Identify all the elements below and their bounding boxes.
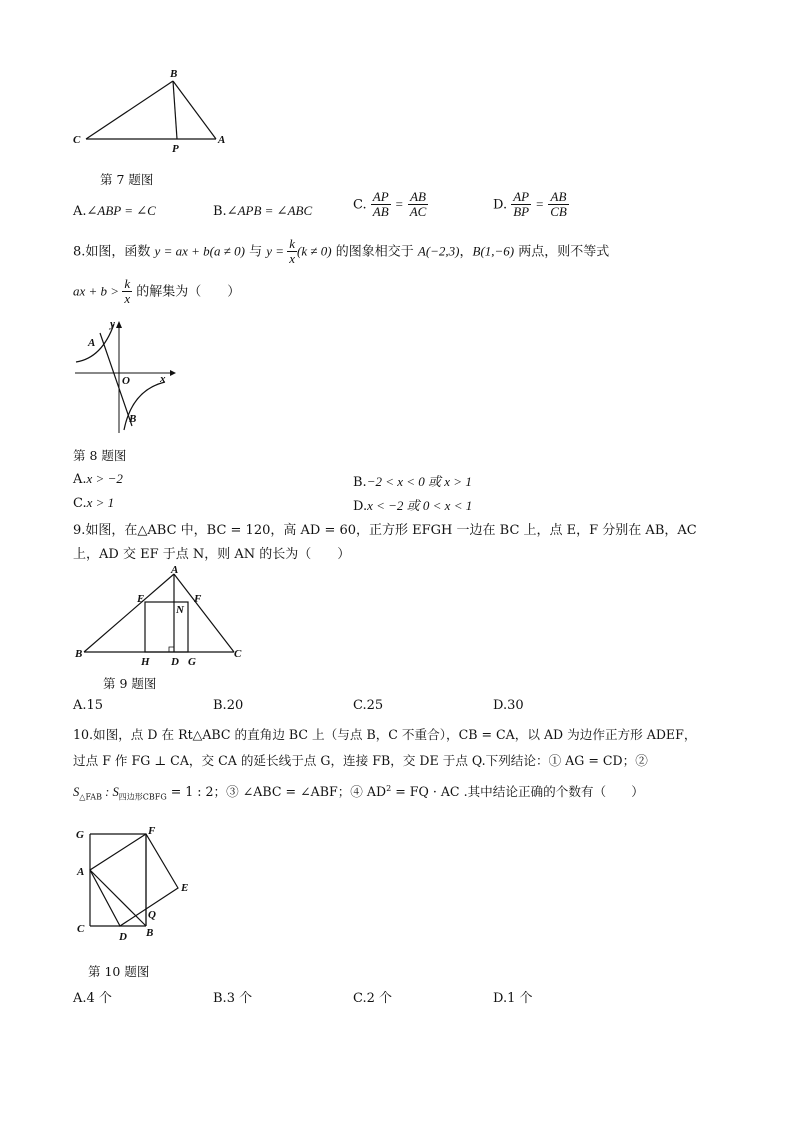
q7-figure bbox=[66, 66, 236, 160]
q9-label-d: D bbox=[171, 656, 179, 668]
q8-option-d: D.x < −2 或 0 < x < 1 bbox=[353, 498, 473, 514]
q8-option-b: B.−2 < x < 0 或 x > 1 bbox=[353, 474, 472, 490]
q10-label-a: A bbox=[77, 866, 85, 878]
q9-label-c: C bbox=[234, 648, 242, 660]
q7-label-a: A bbox=[218, 134, 226, 146]
q9-caption: 第 9 题图 bbox=[103, 676, 157, 691]
q8-frac-k-x-2: $\frac{k}{x}$ bbox=[124, 276, 131, 307]
q8-label-a: A bbox=[88, 337, 96, 349]
q10-label-e: E bbox=[181, 882, 189, 894]
q10-figure bbox=[70, 818, 200, 952]
q9-label-g: G bbox=[188, 656, 196, 668]
q9-option-a: A.15 bbox=[73, 698, 104, 713]
q7-d-frac2: $\frac{AB}{CB}$ bbox=[550, 189, 567, 220]
q10-label-g: G bbox=[76, 829, 84, 841]
q9-label-n: N bbox=[176, 604, 184, 616]
q8-stem-line2: ax + b > $\frac{k}{x}$ 的解集为（ ） bbox=[73, 276, 241, 307]
q7-c-frac2: $\frac{AB}{AC}$ bbox=[409, 189, 427, 220]
q10-label-f: F bbox=[148, 825, 156, 837]
q9-label-h: H bbox=[141, 656, 150, 668]
q7-label-c: C bbox=[73, 134, 81, 146]
q8-option-c: C.x > 1 bbox=[73, 495, 115, 511]
q10-option-b: B.3 个 bbox=[213, 991, 253, 1006]
q7-caption: 第 7 题图 bbox=[100, 172, 154, 187]
q7-c-frac1: $\frac{AP}{AB}$ bbox=[372, 189, 389, 220]
q8-stem-line1: 8.如图，函数 y = ax + b(a ≠ 0) 与 y = $\frac{k}{x}$ (k ≠ 0) 的图象相交于 A(−2,3)，B(1,−6) 两点，则不等式 bbox=[73, 236, 610, 267]
q8-label-y: y bbox=[110, 318, 115, 330]
q9-label-f: F bbox=[194, 593, 202, 605]
q10-option-d: D.1 个 bbox=[493, 991, 533, 1006]
q8-caption: 第 8 题图 bbox=[73, 448, 127, 463]
q10-label-d: D bbox=[119, 931, 127, 943]
q10-label-c: C bbox=[77, 923, 85, 935]
q8-frac-k-x-1: $\frac{k}{x}$ bbox=[289, 236, 296, 267]
q9-option-c: C.25 bbox=[353, 698, 384, 713]
q10-label-b: B bbox=[146, 927, 154, 939]
q8-label-b: B bbox=[129, 413, 137, 425]
q7-d-frac1: $\frac{AP}{BP}$ bbox=[513, 189, 530, 220]
q10-option-a: A.4 个 bbox=[73, 991, 112, 1006]
q8-label-o: O bbox=[122, 375, 130, 387]
q9-stem-line2: 上，AD 交 EF 于点 N，则 AN 的长为（ ） bbox=[73, 547, 351, 562]
q10-caption: 第 10 题图 bbox=[88, 964, 150, 979]
q7-option-c: C. $\frac{AP}{AB}$ = $\frac{AB}{AC}$ bbox=[353, 189, 427, 220]
q8-label-x: x bbox=[160, 373, 166, 385]
q10-stem-line1: 10.如图，点 D 在 Rt△ABC 的直角边 BC 上（与点 B，C 不重合），CB = CA，以 AD 为边作正方形 ADEF， bbox=[73, 727, 697, 742]
q9-label-e: E bbox=[137, 593, 145, 605]
q8-figure bbox=[70, 318, 180, 442]
q9-figure bbox=[70, 562, 250, 674]
q10-label-q: Q bbox=[148, 909, 156, 921]
q7-label-b: B bbox=[170, 68, 178, 80]
q9-label-b: B bbox=[75, 648, 83, 660]
q7-option-a: A.∠ABP = ∠C bbox=[73, 203, 156, 219]
q8-option-a: A.x > −2 bbox=[73, 471, 123, 487]
q7-label-p: P bbox=[172, 143, 179, 155]
q10-stem-line3: $S_{\triangle FAB}$ : $S_{四边形CBFG} = 1$ : 2；③ ∠ABC = ∠ABF；④ $AD^2$ = FQ · AC .其中结论正确的个数有（ ） bbox=[73, 783, 644, 802]
q9-stem-line1: 9.如图，在△ABC 中，BC = 120，高 AD = 60，正方形 EFGH 一边在 BC 上，点 E，F 分别在 AB，AC bbox=[73, 523, 697, 538]
q7-option-b: B.∠APB = ∠ABC bbox=[213, 203, 313, 219]
q9-label-a: A bbox=[171, 564, 179, 576]
q9-option-d: D.30 bbox=[493, 698, 524, 713]
q10-option-c: C.2 个 bbox=[353, 991, 393, 1006]
q10-stem-line2: 过点 F 作 FG ⊥ CA，交 CA 的延长线于点 G，连接 FB，交 DE 于点 Q.下列结论：① AG = CD；② bbox=[73, 753, 648, 768]
q9-option-b: B.20 bbox=[213, 698, 244, 713]
q7-option-d: D. $\frac{AP}{BP}$ = $\frac{AB}{CB}$ bbox=[493, 189, 567, 220]
